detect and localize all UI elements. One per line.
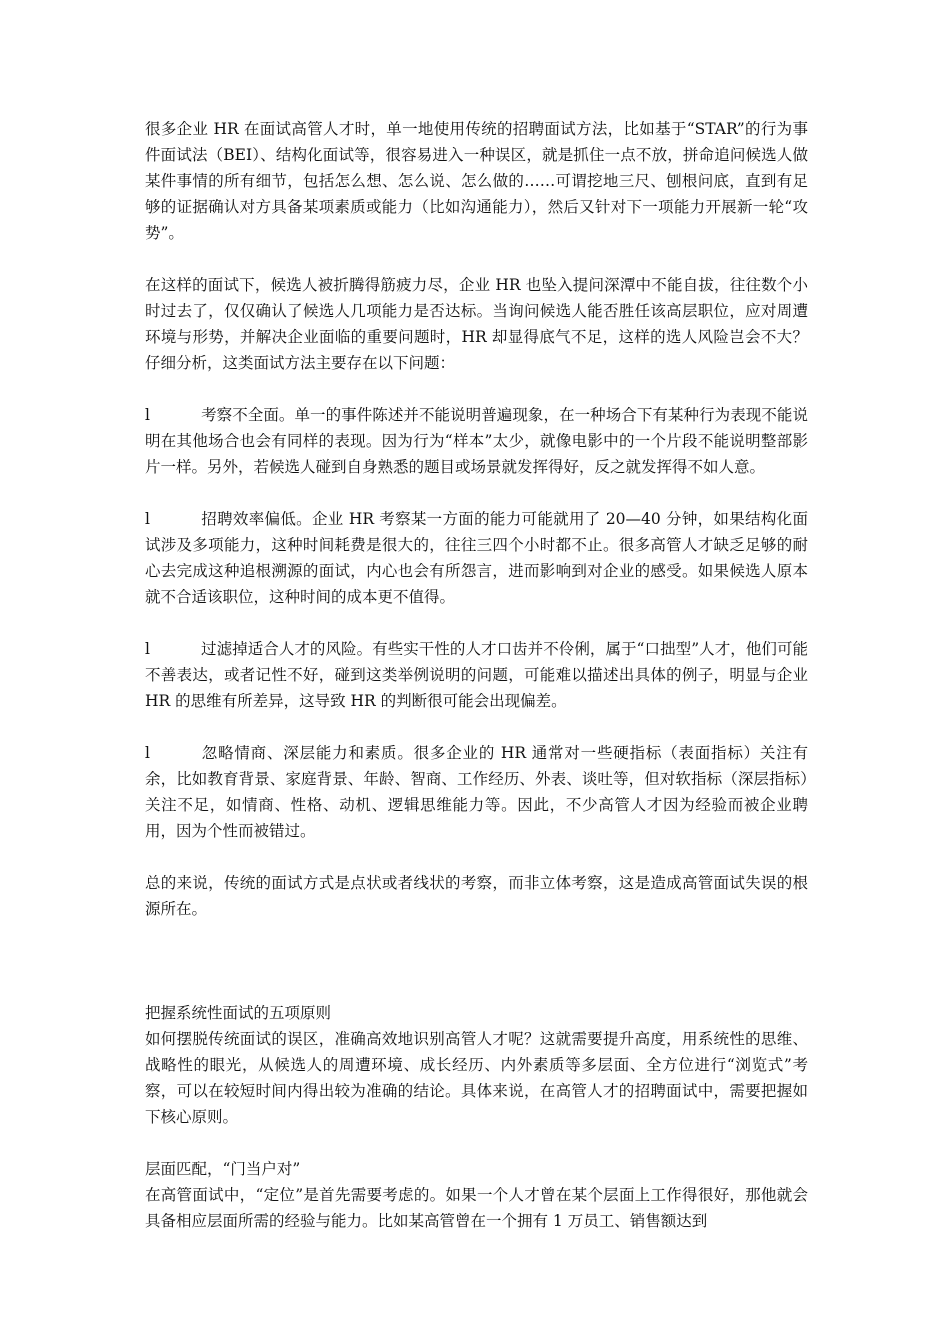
spacer: [145, 246, 808, 272]
bullet-marker: l: [145, 744, 150, 762]
intro-paragraph-2: 在这样的面试下，候选人被折腾得筋疲力尽，企业 HR 也坠入提问深潭中不能自拔，往往数个小时过去了，仅仅确认了候选人几项能力是否达标。当询问候选人能否胜任该高层职位，应对周遭环境与形势，并解决企业面临的重要问题时，HR 却显得底气不足，这样的选人风险岂会不大？仔细分析，这类面试方法主要存在以下问题：: [145, 276, 808, 372]
bullet-text: 过滤掉适合人才的风险。有些实干性的人才口齿并不伶俐，属于“口拙型”人才，他们可能不善表达，或者记性不好，碰到这类举例说明的问题，可能难以描述出具体的例子，明显与企业 HR 的思维有所差异，这导致 HR 的判断很可能会出现偏差。: [145, 640, 808, 710]
section-paragraph-level-match: 在高管面试中，“定位”是首先需要考虑的。如果一个人才曾在某个层面上工作得很好，那他就会具备相应层面所需的经验与能力。比如某高管曾在一个拥有 1 万员工、销售额达到: [145, 1186, 808, 1230]
bullet-marker: l: [145, 640, 150, 658]
spacer: [145, 922, 808, 1000]
section-paragraph-principles: 如何摆脱传统面试的误区，准确高效地识别高管人才呢？这就需要提升高度，用系统性的思维、战略性的眼光，从候选人的周遭环境、成长经历、内外素质等多层面、全方位进行“浏览式”考察，可以在较短时间内得出较为准确的结论。具体来说，在高管人才的招聘面试中，需要把握如下核心原则。: [145, 1030, 808, 1126]
bullet-item-2: [145, 506, 808, 610]
bullet-item-4: [145, 740, 808, 844]
bullet-item-1: [145, 402, 808, 480]
spacer: [145, 714, 808, 740]
section-heading-principles: 把握系统性面试的五项原则: [145, 1004, 332, 1022]
spacer: [145, 376, 808, 402]
spacer: [145, 1130, 808, 1156]
spacer: [145, 610, 808, 636]
spacer: [145, 844, 808, 870]
bullet-marker: l: [145, 406, 150, 424]
section-heading-level-match: 层面匹配，“门当户对”: [145, 1160, 301, 1178]
spacer: [145, 480, 808, 506]
intro-paragraph-1: 很多企业 HR 在面试高管人才时，单一地使用传统的招聘面试方法，比如基于“STAR”的行为事件面试法（BEI）、结构化面试等，很容易进入一种误区，就是抓住一点不放，拼命追问候选人做某件事情的所有细节，包括怎么想、怎么说、怎么做的……可谓挖地三尺、刨根问底，直到有足够的证据确认对方具备某项素质或能力（比如沟通能力），然后又针对下一项能力开展新一轮“攻势”。: [145, 120, 808, 242]
document-page: [145, 116, 808, 1234]
bullet-marker: l: [145, 510, 150, 528]
summary-paragraph: 总的来说，传统的面试方式是点状或者线状的考察，而非立体考察，这是造成高管面试失误的根源所在。: [145, 874, 808, 918]
bullet-text: 忽略情商、深层能力和素质。很多企业的 HR 通常对一些硬指标（表面指标）关注有余，比如教育背景、家庭背景、年龄、智商、工作经历、外表、谈吐等，但对软指标（深层指标）关注不足，如情商、性格、动机、逻辑思维能力等。因此，不少高管人才因为经验而被企业聘用，因为个性而被错过。: [145, 744, 808, 840]
bullet-text: 招聘效率偏低。企业 HR 考察某一方面的能力可能就用了 20—40 分钟，如果结构化面试涉及多项能力，这种时间耗费是很大的，往往三四个小时都不止。很多高管人才缺乏足够的耐心去完成这种追根溯源的面试，内心也会有所怨言，进而影响到对企业的感受。如果候选人原本就不合适该职位，这种时间的成本更不值得。: [145, 510, 808, 606]
bullet-text: 考察不全面。单一的事件陈述并不能说明普遍现象，在一种场合下有某种行为表现不能说明在其他场合也会有同样的表现。因为行为“样本”太少，就像电影中的一个片段不能说明整部影片一样。另外，若候选人碰到自身熟悉的题目或场景就发挥得好，反之就发挥得不如人意。: [145, 406, 808, 476]
bullet-item-3: [145, 636, 808, 714]
